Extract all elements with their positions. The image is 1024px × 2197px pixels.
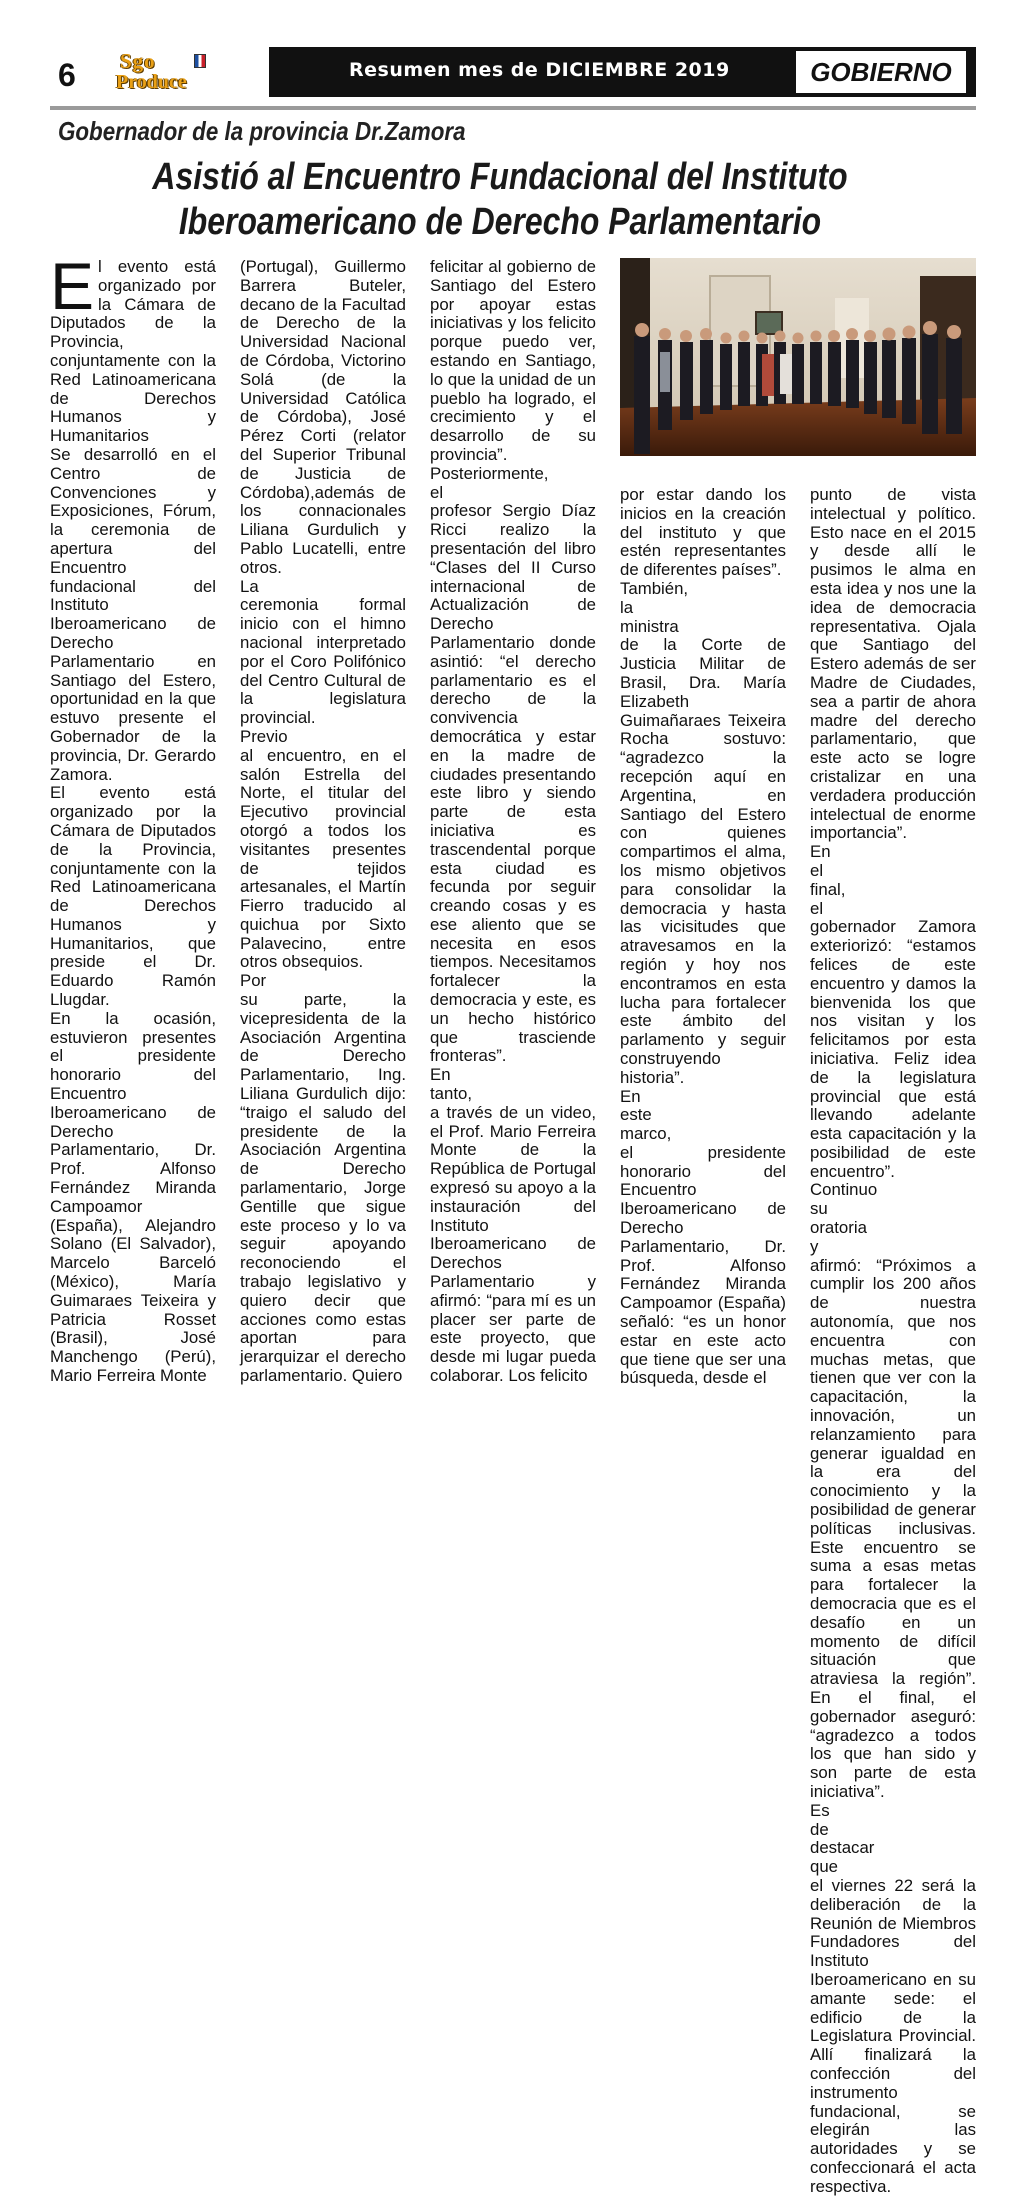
article-paragraph-continued: la: [620, 597, 634, 617]
article-column-2: [240, 258, 406, 1398]
article-column-3: [430, 258, 596, 1398]
article-paragraph: La: [240, 576, 259, 596]
article-paragraph-continued: ministra: [620, 616, 679, 636]
article-paragraph-continued: (Portugal), Guillermo Barrera Buteler, decano de la Facultad de Derecho de la Universidad Nacional de Córdoba, Victorino Solá (de la Universidad Católica de Córdoba), José Pérez Corti (relator del Superior Tribunal de Justicia de Córdoba),además de los connacionales Liliana Gurdulich y Pablo Lucatelli, entre otros.: [240, 257, 406, 577]
article-paragraph-continued: de la Corte de Justicia Militar de Brasil, Dra. María Elizabeth Guimañaraes Teixeira Rocha sostuvo: “agradezco la recepción aquí en Argentina, en Santiago del Estero con quienes compartimos el alma, los mismo objetivos para consolidar la democracia y hasta las vicisitudes que atravesamos en la región y hoy nos encontramos en esta lucha para fortalecer este ámbito del parlamento y seguir construyendo historia”.: [620, 635, 786, 1087]
article-paragraph: Se desarrolló en el Centro de Convenciones y Exposiciones, Fórum, la ceremonia de apertura del Encuentro fundacional del Instituto Iberoamericano de Derecho Parlamentario en Santiago del Estero, oportunidad en la que estuvo presente el Gobernador de la provincia, Dr. Gerardo Zamora.: [50, 444, 216, 784]
article-paragraph: En la ocasión, estuvieron presentes el presidente honorario del Encuentro Iberoamericano de Derecho Parlamentario, Dr. Prof. Alfonso Fernández Miranda Campoamor (España), Alejandro Solano (El Salvador), Marcelo Barceló (México), María Guimaraes Teixeira y Patricia Rosset (Brasil), José Manchengo (Perú), Mario Ferreira Monte: [50, 1008, 216, 1386]
article-paragraph: Posteriormente,: [430, 463, 549, 483]
article-column-4: [620, 486, 786, 1398]
header-rule: [50, 106, 976, 110]
article-paragraph: En: [620, 1086, 641, 1106]
article-paragraph-continued: el: [430, 482, 444, 502]
article-paragraph-continued: destacar: [810, 1838, 875, 1858]
publication-logo: [112, 50, 258, 96]
article-paragraph: [50, 249, 216, 446]
article-paragraph: Es: [810, 1800, 830, 1820]
article-kicker: Gobernador de la provincia Dr.Zamora: [58, 116, 466, 146]
article-paragraph-continued: a través de un video, el Prof. Mario Ferreira Monte de la República de Portugal expresó su apoyo a la instauración del Instituto Iberoamericano de Derechos Parlamentario y afirmó: “para mí es un placer ser parte de este proyecto, que desde mi lugar pueda colaborar. Los felicito: [430, 1102, 596, 1386]
article-paragraph-continued: el presidente honorario del Encuentro Iberoamericano de Derecho Parlamentario, Dr. Prof. Alfonso Fernández Miranda Campoamor (España) señaló: “es un honor estar en este acto que tiene que ser una búsqueda, desde el: [620, 1142, 786, 1388]
article-paragraph: El evento está organizado por la Cámara de Diputados de la Provincia, conjuntamente con la Red Latinoamericana de Derechos Humanos y Humanitarios, que preside el Dr. Eduardo Ramón Llugdar.: [50, 783, 216, 1010]
article-paragraph-continued: por estar dando los inicios en la creación del instituto y que estén representantes de diferentes países”.: [620, 485, 786, 580]
article-paragraph-continued: el viernes 22 será la deliberación de la Reunión de Miembros Fundadores del Instituto Iberoamericano en su amante sede: el edificio de la Legislatura Provincial. Allí finalizará la confección del instrumento fundacional, se elegirán las autoridades y se confeccionará el acta respectiva.: [810, 1875, 976, 2196]
section-label: GOBIERNO: [796, 51, 966, 93]
article-column-5: [810, 485, 976, 2196]
page-number: 6: [58, 57, 76, 93]
article-paragraph-continued: marco,: [620, 1124, 672, 1144]
article-paragraph-continued: punto de vista intelectual y político. Esto nace en el 2015 y desde allí le pusimos le alma en esta idea y nos une la idea de democracia representativa. Ojala que Santiago del Estero además de ser Madre de Ciudades, sea a partir de ahora madre del derecho parlamentario, que este acto se logre cristalizar en una verdadera producción intelectual de enorme importancia”.: [810, 485, 976, 843]
article-paragraph: En: [430, 1065, 451, 1085]
article-paragraph-continued: tanto,: [430, 1084, 472, 1104]
article-paragraph-continued: ceremonia formal inicio con el himno nacional interpretado por el Coro Polifónico del Centro Cultural de la legislatura provincial.: [240, 595, 406, 728]
article-paragraph-continued: afirmó: “Próximos a cumplir los 200 años de nuestra autonomía, que nos encuentra con muchas metas, que tienen que ver con la capacitación, la innovación, un relanzamiento para generar igualdad en la era del conocimiento y la posibilidad de generar políticas inclusivas. Este encuentro se suma a esas metas para fortalecer la democracia que es el desafío en un momento de difícil situación que atraviesa la región”. En el final, el gobernador aseguró: “agradezco a todos los que han sido y son parte de esta iniciativa”.: [810, 1255, 976, 1801]
article-paragraph-continued: y: [810, 1236, 819, 1256]
article-paragraph-continued: profesor Sergio Díaz Ricci realizo la presentación del libro “Clases del II Curso internacional de Actualización de Derecho Parlamentario donde asintió: “el derecho parlamentario es el derecho de la convivencia democrática y estar en la madre de ciudades presentando este libro y siendo parte de esta iniciativa es trascendental porque esta ciudad es fecunda por seguir creando cosas y es ese aliento que se necesita en esos tiempos. Necesitamos fortalecer la democracia y este, es un hecho histórico que trasciende fronteras”.: [430, 501, 596, 1066]
flag-icon: [194, 54, 206, 68]
article-paragraph-continued: el: [810, 898, 824, 918]
article-paragraph: Continuo: [810, 1180, 878, 1200]
article-paragraph-continued: su: [810, 1199, 828, 1219]
article-paragraph: En: [810, 842, 831, 862]
logo-line-produce: Produce: [116, 71, 187, 93]
header-bar: [269, 47, 976, 97]
dropcap: E: [50, 249, 95, 323]
event-photo: [620, 258, 976, 456]
article-paragraph-continued: al encuentro, en el salón Estrella del Norte, el titular del Ejecutivo provincial otorgó a todos los visitantes presentes de tejidos artesanales, el Martín Fierro traducido al quichua por Sixto Palavecino, entre otros obsequios.: [240, 745, 406, 972]
article-paragraph-continued: oratoria: [810, 1218, 867, 1238]
article-paragraph-continued: gobernador Zamora exteriorizó: “estamos felices de este encuentro y damos la bienvenida los que nos visitan y los felicitamos por esta iniciativa. Feliz idea de la legislatura provincial que está llevando adelante esta capacitación y la posibilidad de este encuentro”.: [810, 917, 976, 1181]
logo-line-sgo: Sgo: [120, 49, 156, 73]
article-paragraph-continued: este: [620, 1105, 652, 1125]
article-paragraph: Por: [240, 971, 267, 991]
article-paragraph: También,: [620, 578, 689, 598]
article-paragraph-continued: final,: [810, 879, 846, 899]
article-paragraph-continued: felicitar al gobierno de Santiago del Estero por apoyar estas iniciativas y los felicito porque puedo ver, estando en Santiago, lo que la unidad de un pueblo ha logrado, el crecimiento y el desarrollo de su provincia”.: [430, 257, 596, 464]
article-paragraph-continued: el: [810, 860, 824, 880]
article-column-1: [50, 249, 216, 1398]
article-paragraph: Previo: [240, 726, 288, 746]
lead-text: l evento está organizado por la Cámara de Diputados de la Provincia, conjuntamente con la Red Latinoamericana de Derechos Humanos y Humanitarios: [50, 257, 216, 446]
article-paragraph-continued: su parte, la vicepresidenta de la Asociación Argentina de Derecho Parlamentario, Ing. Liliana Gurdulich dijo: “traigo el saludo del presidente de la Asociación Argentina de Derecho parlamentario, Jorge Gentille que sigue este proceso y lo va seguir apoyando reconociendo el trabajo legislativo y quiero decir que acciones como estas aportan para jerarquizar el derecho parlamentario. Quiero: [240, 990, 406, 1386]
article-paragraph-continued: que: [810, 1857, 838, 1877]
issue-summary: Resumen mes de DICIEMBRE 2019: [349, 59, 730, 81]
article-headline: Asistió al Encuentro Fundacional del Instituto Iberoamericano de Derecho Parlamentario: [152, 156, 848, 243]
group-photo-image: [620, 258, 976, 456]
article-paragraph-continued: de: [810, 1819, 829, 1839]
